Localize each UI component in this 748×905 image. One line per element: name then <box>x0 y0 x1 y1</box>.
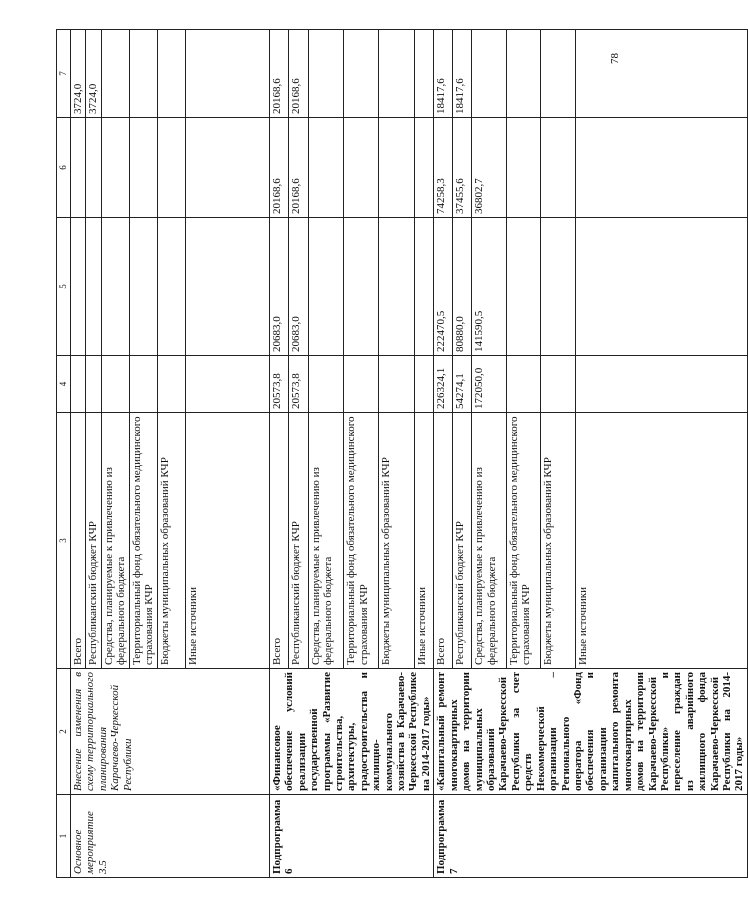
amount-v6: 20168,6 <box>289 118 308 218</box>
funding-source: Республиканский бюджет КЧР <box>289 413 308 669</box>
amount-v6 <box>308 118 343 218</box>
amount-v7 <box>101 30 129 118</box>
funding-source: Иные источники <box>575 413 747 669</box>
amount-v6 <box>157 118 185 218</box>
amount-v6 <box>86 118 101 218</box>
amount-v4: 226324,1 <box>434 356 453 413</box>
column-header: 4 <box>57 356 71 413</box>
amount-v7: 3724,0 <box>86 30 101 118</box>
amount-v4 <box>86 356 101 413</box>
column-header: 3 <box>57 413 71 669</box>
amount-v4: 172050,0 <box>472 356 506 413</box>
amount-v4 <box>414 356 434 413</box>
amount-v4 <box>379 356 414 413</box>
section-title: «Капитальный ремонт многоквартирных домов на территории муниципальных образований Карачаево-Черкесской Республики за счет средств Некоммерческой организации – Регионального оператора «Фонд обеспечения и организации капитального ремонта многоквартирных домов на территории Карачаево-Черкесской Республики» и переселение граждан из аварийного жилищного фонда Карачаево-Черкесской Республики на 2014-2017 годы» <box>434 669 748 795</box>
amount-v5: 141590,5 <box>472 218 506 356</box>
amount-v7 <box>506 30 540 118</box>
column-header: 7 <box>57 30 71 118</box>
amount-v7 <box>414 30 434 118</box>
amount-v7 <box>308 30 343 118</box>
amount-v4 <box>575 356 747 413</box>
amount-v6 <box>185 118 269 218</box>
funding-table-body <box>57 30 748 878</box>
amount-v4 <box>101 356 129 413</box>
amount-v7 <box>575 30 747 118</box>
amount-v5: 80880,0 <box>453 218 472 356</box>
amount-v4: 20573,8 <box>289 356 308 413</box>
amount-v5 <box>185 218 269 356</box>
amount-v5 <box>129 218 157 356</box>
amount-v4 <box>506 356 540 413</box>
funding-source: Всего <box>269 413 288 669</box>
amount-v4 <box>344 356 379 413</box>
section-code: Подпрограмма 7 <box>434 795 748 878</box>
amount-v5 <box>575 218 747 356</box>
amount-v4 <box>308 356 343 413</box>
funding-source: Всего <box>434 413 453 669</box>
funding-source: Средства, планируемые к привлечению из федерального бюджета <box>101 413 129 669</box>
amount-v4 <box>157 356 185 413</box>
amount-v7: 3724,0 <box>71 30 86 118</box>
amount-v6 <box>101 118 129 218</box>
funding-source: Территориальный фонд обязательного медицинского страхования КЧР <box>506 413 540 669</box>
amount-v6: 74258,3 <box>434 118 453 218</box>
amount-v7: 20168,6 <box>269 30 288 118</box>
amount-v5 <box>344 218 379 356</box>
amount-v6 <box>414 118 434 218</box>
amount-v5 <box>379 218 414 356</box>
amount-v5 <box>86 218 101 356</box>
table-row <box>269 30 288 878</box>
amount-v4: 54274,1 <box>453 356 472 413</box>
amount-v5: 222470,5 <box>434 218 453 356</box>
section-title: «Финансовое обеспечение условий реализации государственной программы «Развитие строительства, архитектуры, градостроительства и жилищно-коммунального хозяйства в Карачаево-Черкесской Республике на 2014-2017 годы» <box>269 669 433 795</box>
amount-v6 <box>506 118 540 218</box>
amount-v6 <box>379 118 414 218</box>
amount-v4 <box>129 356 157 413</box>
amount-v7 <box>129 30 157 118</box>
funding-table <box>56 29 748 878</box>
amount-v5: 20683,0 <box>289 218 308 356</box>
amount-v6 <box>541 118 575 218</box>
funding-source: Иные источники <box>185 413 269 669</box>
amount-v7 <box>185 30 269 118</box>
amount-v5 <box>308 218 343 356</box>
funding-source: Всего <box>71 413 86 669</box>
column-header: 1 <box>57 795 71 878</box>
column-header-row <box>57 30 71 878</box>
funding-source: Республиканский бюджет КЧР <box>453 413 472 669</box>
amount-v7 <box>344 30 379 118</box>
funding-source: Бюджеты муниципальных образований КЧР <box>541 413 575 669</box>
amount-v6 <box>129 118 157 218</box>
amount-v7 <box>472 30 506 118</box>
funding-source: Бюджеты муниципальных образований КЧР <box>157 413 185 669</box>
amount-v5 <box>157 218 185 356</box>
funding-source: Средства, планируемые к привлечению из федерального бюджета <box>308 413 343 669</box>
funding-source: Иные источники <box>414 413 434 669</box>
amount-v6 <box>575 118 747 218</box>
table-row <box>71 30 86 878</box>
document-page <box>56 30 746 878</box>
funding-source: Территориальный фонд обязательного медицинского страхования КЧР <box>129 413 157 669</box>
amount-v6 <box>344 118 379 218</box>
amount-v7: 20168,6 <box>289 30 308 118</box>
amount-v5 <box>101 218 129 356</box>
amount-v5: 20683,0 <box>269 218 288 356</box>
table-row <box>434 30 453 878</box>
amount-v7 <box>379 30 414 118</box>
amount-v6 <box>71 118 86 218</box>
section-title: Внесение изменения в схему территориального планирования Карачаево-Черкесской Республики <box>71 669 270 795</box>
amount-v4 <box>541 356 575 413</box>
funding-source: Средства, планируемые к привлечению из федерального бюджета <box>472 413 506 669</box>
amount-v6: 36802,7 <box>472 118 506 218</box>
amount-v5 <box>414 218 434 356</box>
funding-source: Бюджеты муниципальных образований КЧР <box>379 413 414 669</box>
page-number: 78 <box>609 53 621 64</box>
column-header: 6 <box>57 118 71 218</box>
amount-v4 <box>71 356 86 413</box>
amount-v7 <box>541 30 575 118</box>
column-header: 5 <box>57 218 71 356</box>
amount-v5 <box>506 218 540 356</box>
section-code: Подпрограмма 6 <box>269 795 433 878</box>
amount-v6: 20168,6 <box>269 118 288 218</box>
amount-v5 <box>541 218 575 356</box>
amount-v4 <box>185 356 269 413</box>
funding-source: Республиканский бюджет КЧР <box>86 413 101 669</box>
amount-v7: 18417,6 <box>434 30 453 118</box>
column-header: 2 <box>57 669 71 795</box>
funding-source: Территориальный фонд обязательного медицинского страхования КЧР <box>344 413 379 669</box>
section-code: Основное мероприятие 3.5 <box>71 795 270 878</box>
amount-v6: 37455,6 <box>453 118 472 218</box>
amount-v7: 18417,6 <box>453 30 472 118</box>
amount-v4: 20573,8 <box>269 356 288 413</box>
amount-v7 <box>157 30 185 118</box>
amount-v5 <box>71 218 86 356</box>
